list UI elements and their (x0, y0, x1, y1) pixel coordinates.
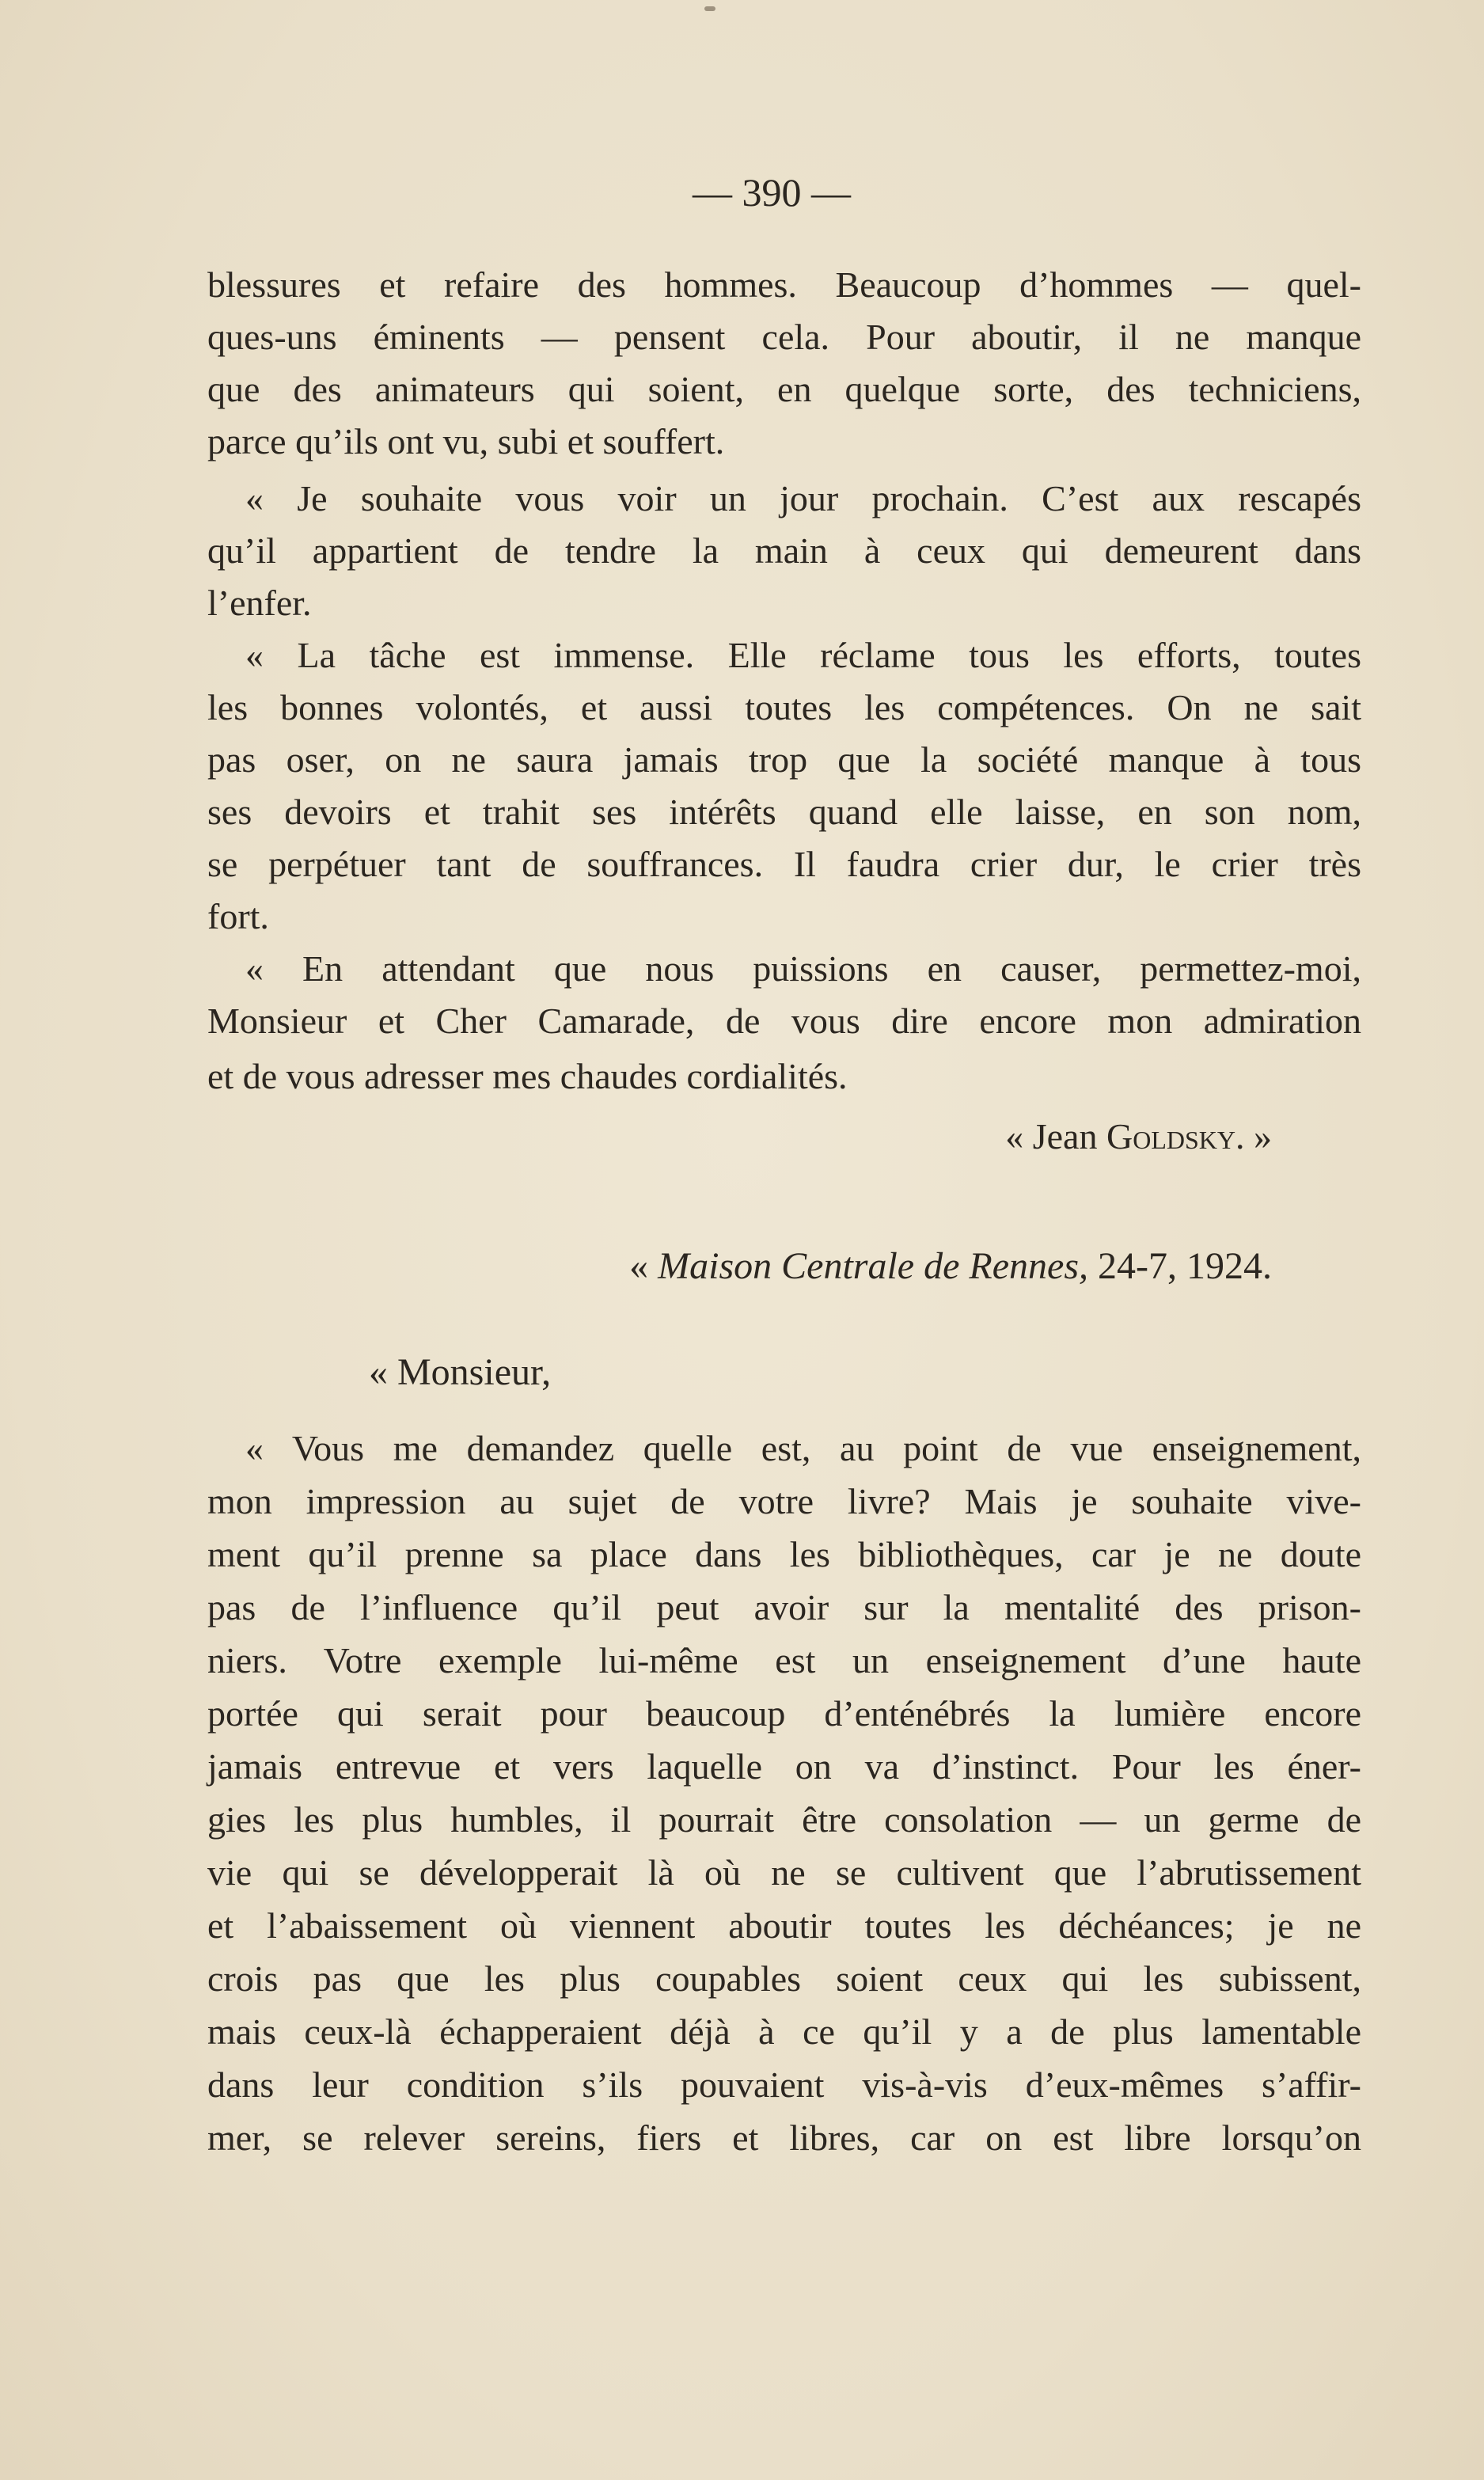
signature-suffix: . » (1235, 1116, 1272, 1156)
text-line: blessures et refaire des hommes. Beaucoup d’hommes — quel- (207, 264, 1361, 305)
page-number: — 390 — (693, 170, 851, 215)
date-prefix: « (629, 1245, 659, 1287)
text-line: et de vous adresser mes chaudes cordialités. (207, 1056, 848, 1096)
text-line: ques-uns éminents — pensent cela. Pour aboutir, il ne manque (207, 317, 1361, 357)
text-line: mais ceux-là échapperaient déjà à ce qu’il y a de plus lamentable (207, 2011, 1361, 2052)
text-line: pas oser, on ne saura jamais trop que la société manque à tous (207, 739, 1361, 780)
text-line: Monsieur et Cher Camarade, de vous dire encore mon admiration (207, 1001, 1361, 1041)
text-line: ses devoirs et trahit ses intérêts quand elle laisse, en son nom, (207, 792, 1361, 832)
text-line: jamais entrevue et vers laquelle on va d’instinct. Pour les éner- (207, 1746, 1361, 1787)
date-line (629, 1240, 1272, 1293)
text-line: gies les plus humbles, il pourrait être consolation — un germe de (207, 1799, 1361, 1840)
text-line: que des animateurs qui soient, en quelque sorte, des techniciens, (207, 369, 1361, 409)
date-value: 24-7, 1924. (1088, 1245, 1272, 1287)
signature-name: Goldsky (1106, 1116, 1235, 1156)
text-line: crois pas que les plus coupables soient ceux qui les subissent, (207, 1958, 1361, 1999)
text-line: l’enfer. (207, 583, 312, 623)
text-line: « La tâche est immense. Elle réclame tous les efforts, toutes (245, 635, 1361, 675)
text-line: les bonnes volontés, et aussi toutes les compétences. On ne sait (207, 687, 1361, 727)
date-place: Maison Centrale de Rennes, (658, 1245, 1089, 1287)
text-line: « En attendant que nous puissions en causer, permettez-moi, (245, 948, 1361, 989)
text-line: vie qui se développerait là où ne se cultivent que l’abrutissement (207, 1852, 1361, 1893)
text-line: fort. (207, 896, 269, 936)
ink-speck (704, 6, 715, 11)
signature-prefix: « Jean (1005, 1116, 1106, 1156)
text-line: portée qui serait pour beaucoup d’enténébrés la lumière encore (207, 1693, 1361, 1734)
text-line: « Vous me demandez quelle est, au point de vue enseignement, (245, 1428, 1361, 1468)
text-line: et l’abaissement où viennent aboutir toutes les déchéances; je ne (207, 1905, 1361, 1946)
text-line: « Je souhaite vous voir un jour prochain. C’est aux rescapés (245, 478, 1361, 518)
signature (1005, 1111, 1272, 1163)
text-line: se perpétuer tant de souffrances. Il faudra crier dur, le crier très (207, 844, 1361, 884)
text-line: ment qu’il prenne sa place dans les bibliothèques, car je ne doute (207, 1534, 1361, 1574)
text-line: dans leur condition s’ils pouvaient vis-à-vis d’eux-mêmes s’affir- (207, 2064, 1361, 2105)
salutation: « Monsieur, (369, 1351, 552, 1393)
text-line: qu’il appartient de tendre la main à ceux qui demeurent dans (207, 530, 1361, 571)
text-line: niers. Votre exemple lui-même est un enseignement d’une haute (207, 1640, 1361, 1681)
text-line: parce qu’ils ont vu, subi et souffert. (207, 421, 725, 461)
text-line: mon impression au sujet de votre livre? Mais je souhaite vive- (207, 1481, 1361, 1521)
text-line: pas de l’influence qu’il peut avoir sur la mentalité des prison- (207, 1587, 1361, 1627)
text-line: mer, se relever sereins, fiers et libres, car on est libre lorsqu’on (207, 2117, 1361, 2158)
